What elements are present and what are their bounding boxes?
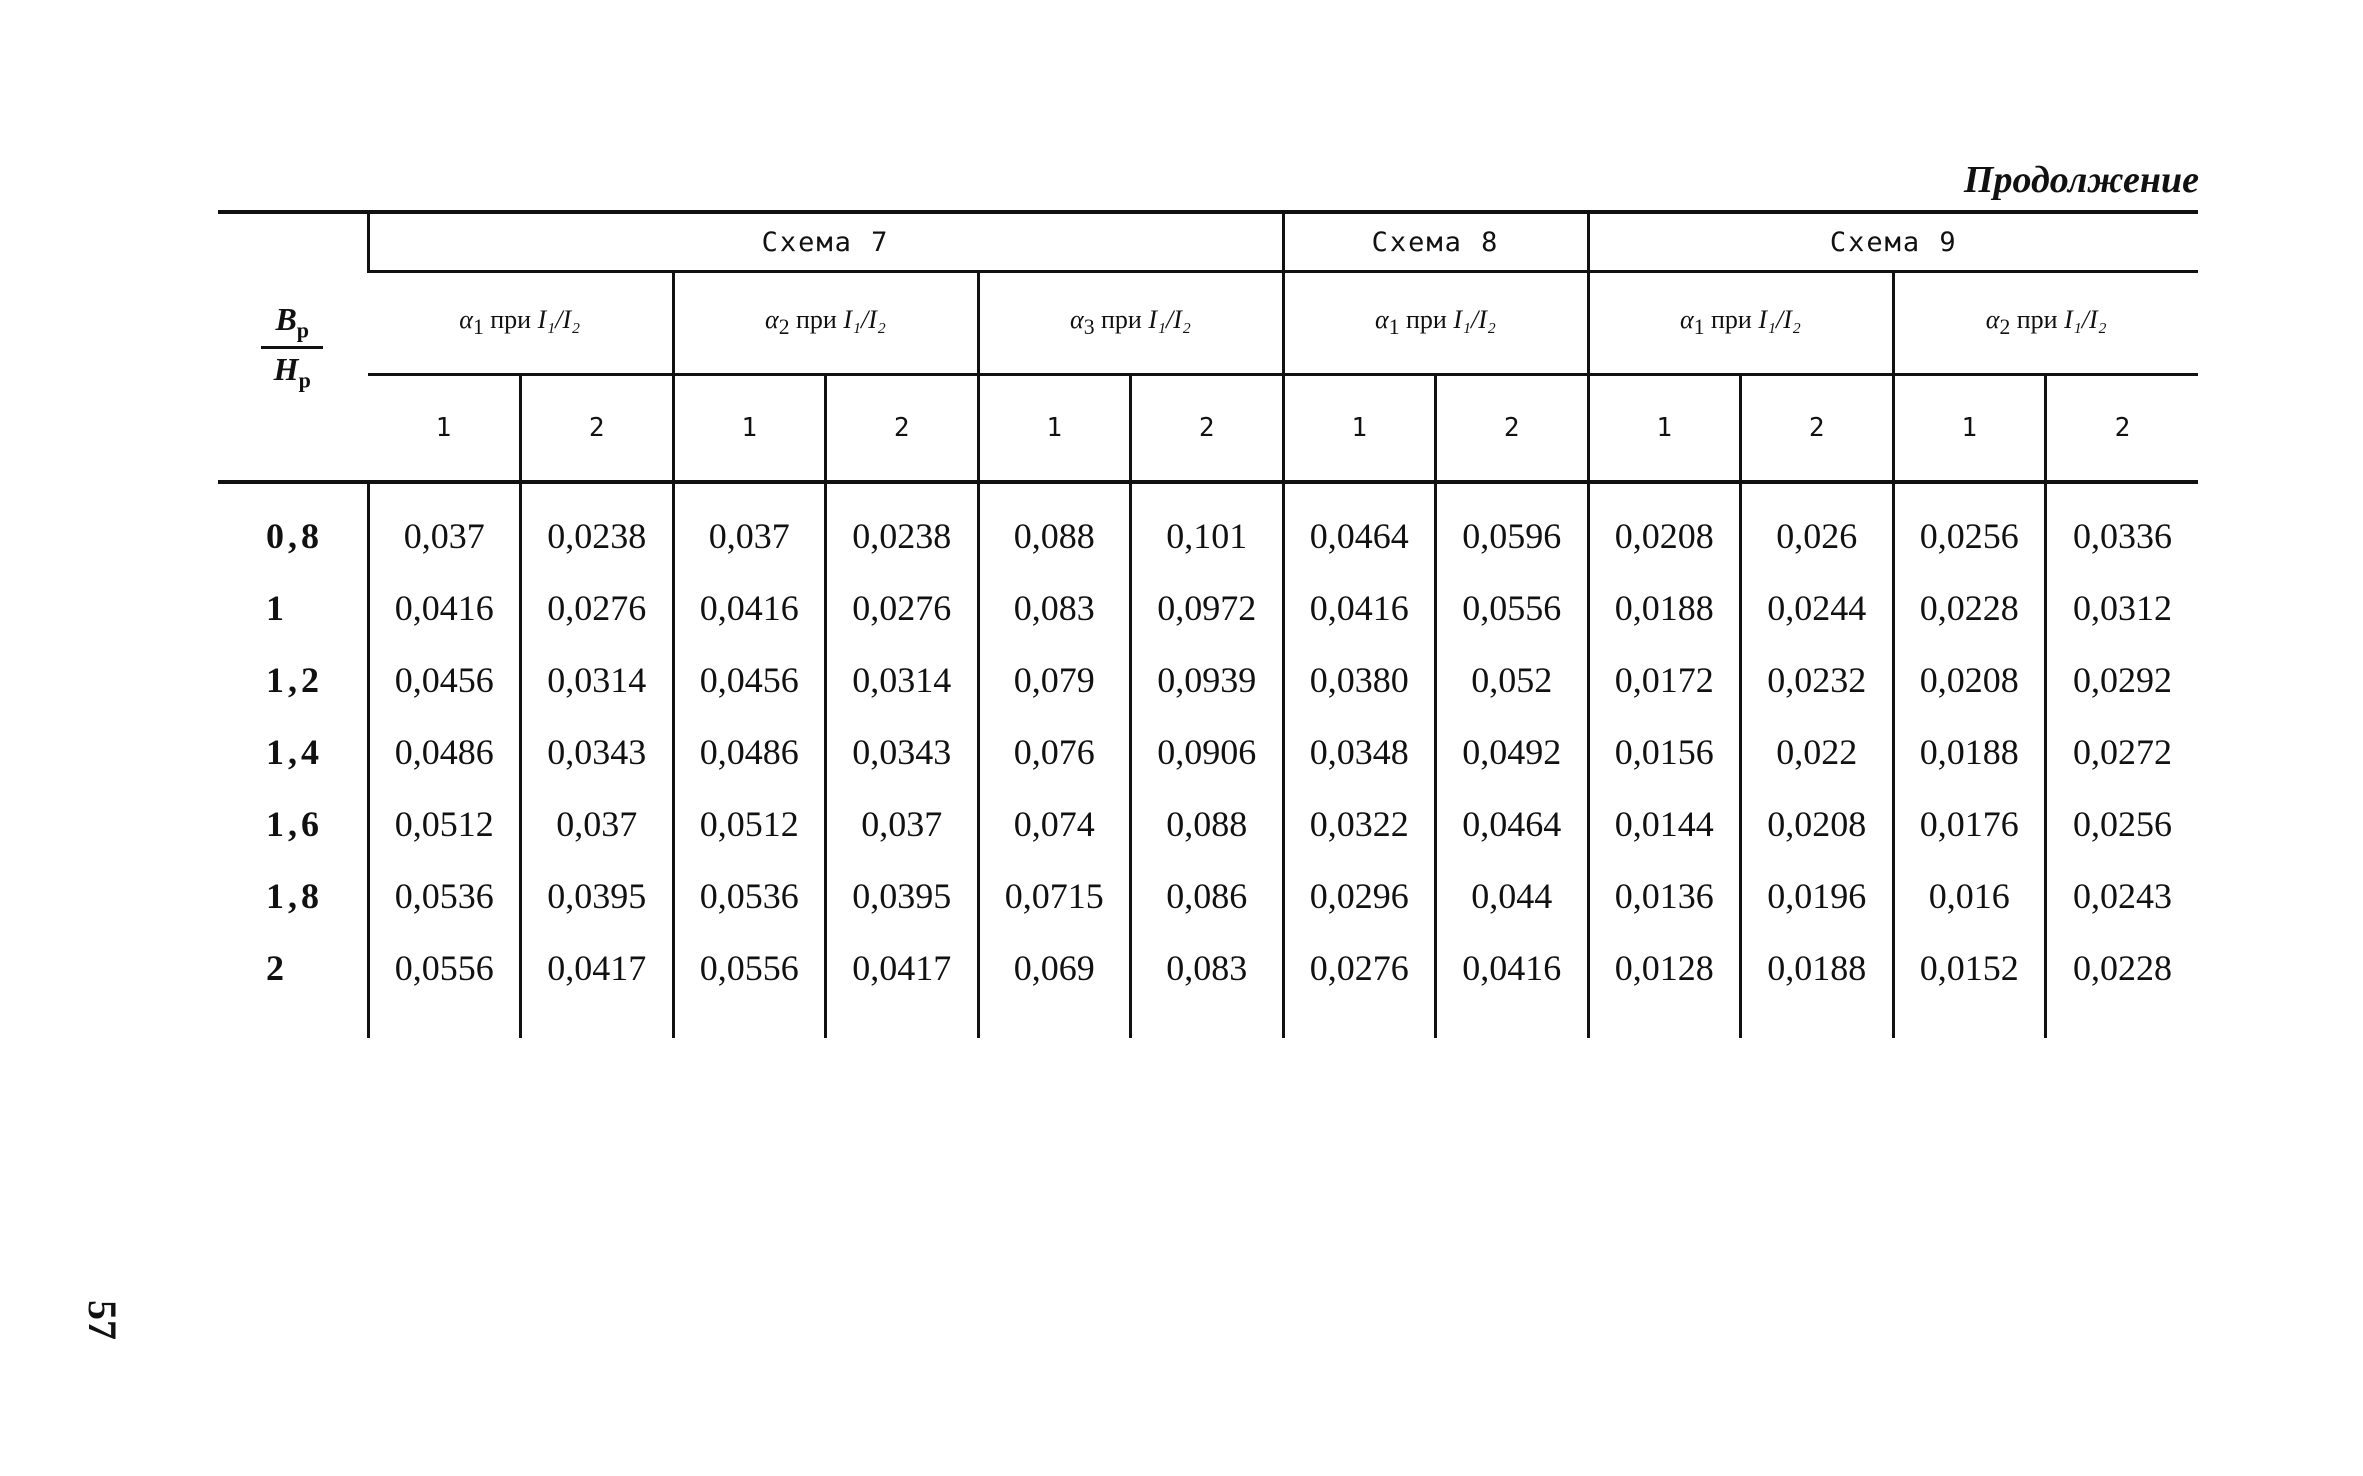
table-cell: 0,079 [978, 644, 1131, 716]
column-header: 2 [1741, 375, 1894, 483]
table-row [218, 788, 2198, 860]
row-label: 1 [266, 588, 288, 628]
table-cell: 0,0256 [2046, 788, 2199, 860]
table-cell: 0,074 [978, 788, 1131, 860]
table-cell: 0,0228 [1893, 572, 2046, 644]
table-cell: 0,088 [978, 482, 1131, 572]
table-cell: 0,037 [368, 482, 521, 572]
table-cell: 0,0188 [1741, 932, 1894, 1038]
table-row [218, 482, 2198, 572]
row-header-fraction [218, 212, 368, 482]
row-label: 1,4 [266, 732, 323, 772]
table-cell: 0,0128 [1588, 932, 1741, 1038]
table-cell: 0,0556 [673, 932, 826, 1038]
table-cell: 0,083 [978, 572, 1131, 644]
scheme-7-alpha1-header: $\alpha_1$ при I₁/I₂ [368, 272, 673, 375]
table-cell: 0,037 [521, 788, 674, 860]
table-row [218, 572, 2198, 644]
table-cell: 0,0380 [1283, 644, 1436, 716]
table-cell: 0,0296 [1283, 860, 1436, 932]
scheme-8-alpha1-header: $\alpha_1$ при I₁/I₂ [1283, 272, 1588, 375]
table-cell: 0,0343 [826, 716, 979, 788]
column-header: 1 [978, 375, 1131, 483]
table-cell: 0,0348 [1283, 716, 1436, 788]
scheme-7-alpha3-header: $\alpha_3$ при I₁/I₂ [978, 272, 1283, 375]
table-cell: 0,037 [673, 482, 826, 572]
scheme-7-alpha2-header: $\alpha_2$ при I₁/I₂ [673, 272, 978, 375]
table-cell: 0,0556 [1436, 572, 1589, 644]
table-cell: 0,0486 [368, 716, 521, 788]
table-cell: 0,076 [978, 716, 1131, 788]
table-cell: 0,0417 [826, 932, 979, 1038]
table-cell: 0,0232 [1741, 644, 1894, 716]
table-cell: 0,0536 [368, 860, 521, 932]
table-cell: 0,016 [1893, 860, 2046, 932]
table-cell: 0,037 [826, 788, 979, 860]
coefficient-table [218, 210, 2198, 1038]
column-header: 2 [1131, 375, 1284, 483]
table-cell: 0,0343 [521, 716, 674, 788]
row-label: 0,8 [266, 516, 323, 556]
table-cell: 0,0536 [673, 860, 826, 932]
table-cell: 0,0152 [1893, 932, 2046, 1038]
table-cell: 0,0322 [1283, 788, 1436, 860]
table-cell: 0,083 [1131, 932, 1284, 1038]
table-cell: 0,0464 [1436, 788, 1589, 860]
table-cell: 0,0906 [1131, 716, 1284, 788]
scheme-8-header: Схема 8 [1283, 212, 1588, 272]
table-cell: 0,0188 [1588, 572, 1741, 644]
table-cell: 0,0312 [2046, 572, 2199, 644]
column-header: 2 [826, 375, 979, 483]
column-header: 2 [1436, 375, 1589, 483]
row-label: 1,2 [266, 660, 323, 700]
fraction-numerator: B [275, 301, 297, 338]
table-cell: 0,0512 [368, 788, 521, 860]
table-cell: 0,0314 [826, 644, 979, 716]
table-cell: 0,022 [1741, 716, 1894, 788]
table-cell: 0,0972 [1131, 572, 1284, 644]
table-row [218, 716, 2198, 788]
table-cell: 0,0243 [2046, 860, 2199, 932]
column-header: 1 [673, 375, 826, 483]
table-cell: 0,088 [1131, 788, 1284, 860]
table-cell: 0,0395 [826, 860, 979, 932]
table-cell: 0,0238 [521, 482, 674, 572]
fraction-denominator: H [273, 350, 299, 387]
row-label: 1,6 [266, 804, 323, 844]
table-cell: 0,101 [1131, 482, 1284, 572]
table-cell: 0,0417 [521, 932, 674, 1038]
table-row [218, 932, 2198, 1038]
scheme-9-header: Схема 9 [1588, 212, 2198, 272]
scheme-9-alpha1-header: $\alpha_1$ при I₁/I₂ [1588, 272, 1893, 375]
table-cell: 0,0416 [1436, 932, 1589, 1038]
column-header: 1 [368, 375, 521, 483]
table-cell: 0,0172 [1588, 644, 1741, 716]
table-cell: 0,0395 [521, 860, 674, 932]
column-header: 2 [2046, 375, 2199, 483]
scheme-header-row [218, 212, 2198, 272]
table-cell: 0,0336 [2046, 482, 2199, 572]
column-header: 1 [1893, 375, 2046, 483]
table-cell: 0,026 [1741, 482, 1894, 572]
table-row [218, 644, 2198, 716]
table-cell: 0,0416 [673, 572, 826, 644]
table-cell: 0,0276 [826, 572, 979, 644]
table-cell: 0,0556 [368, 932, 521, 1038]
table-cell: 0,0256 [1893, 482, 2046, 572]
table-cell: 0,0596 [1436, 482, 1589, 572]
table-cell: 0,0292 [2046, 644, 2199, 716]
fraction-numerator-sub: p [296, 317, 310, 343]
scheme-9-alpha2-header: $\alpha_2$ при I₁/I₂ [1893, 272, 2198, 375]
table-cell: 0,0456 [673, 644, 826, 716]
column-header: 2 [521, 375, 674, 483]
table-cell: 0,0272 [2046, 716, 2199, 788]
scheme-7-header: Схема 7 [368, 212, 1283, 272]
coefficient-table-container [218, 210, 2198, 1038]
table-cell: 0,0144 [1588, 788, 1741, 860]
table-cell: 0,0456 [368, 644, 521, 716]
page-number: 57 [80, 1300, 125, 1340]
column-header: 1 [1588, 375, 1741, 483]
table-cell: 0,086 [1131, 860, 1284, 932]
table-cell: 0,0416 [368, 572, 521, 644]
table-cell: 0,044 [1436, 860, 1589, 932]
table-cell: 0,0512 [673, 788, 826, 860]
table-cell: 0,0188 [1893, 716, 2046, 788]
table-cell: 0,0156 [1588, 716, 1741, 788]
row-label: 1,8 [266, 876, 323, 916]
table-cell: 0,0276 [1283, 932, 1436, 1038]
table-cell: 0,0208 [1741, 788, 1894, 860]
table-body [218, 482, 2198, 1038]
table-cell: 0,0314 [521, 644, 674, 716]
ratio-column-header-row [218, 375, 2198, 483]
table-cell: 0,069 [978, 932, 1131, 1038]
table-cell: 0,0276 [521, 572, 674, 644]
table-cell: 0,0715 [978, 860, 1131, 932]
table-cell: 0,0196 [1741, 860, 1894, 932]
table-row [218, 860, 2198, 932]
fraction-bp-over-hp [261, 301, 323, 393]
coefficient-header-row [218, 272, 2198, 375]
table-cell: 0,0228 [2046, 932, 2199, 1038]
column-header: 1 [1283, 375, 1436, 483]
table-cell: 0,0492 [1436, 716, 1589, 788]
continuation-label: Продолжение [1963, 159, 2199, 201]
table-cell: 0,0238 [826, 482, 979, 572]
table-cell: 0,0416 [1283, 572, 1436, 644]
table-cell: 0,0176 [1893, 788, 2046, 860]
table-cell: 0,0244 [1741, 572, 1894, 644]
table-cell: 0,0939 [1131, 644, 1284, 716]
row-label: 2 [266, 948, 288, 988]
fraction-denominator-sub: p [298, 366, 311, 392]
table-cell: 0,0486 [673, 716, 826, 788]
table-cell: 0,052 [1436, 644, 1589, 716]
table-cell: 0,0464 [1283, 482, 1436, 572]
table-cell: 0,0136 [1588, 860, 1741, 932]
table-cell: 0,0208 [1588, 482, 1741, 572]
table-cell: 0,0208 [1893, 644, 2046, 716]
